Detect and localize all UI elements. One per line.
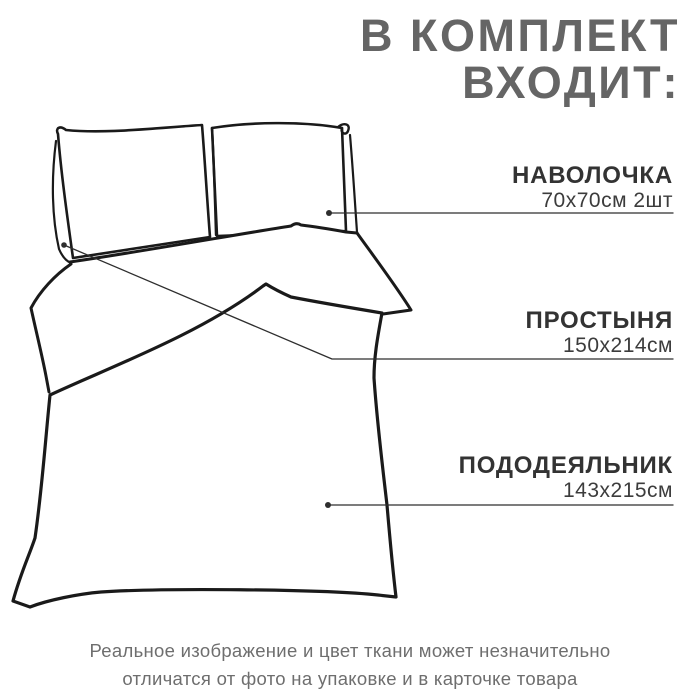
title-line-2: ВХОДИТ: [462, 57, 680, 108]
disclaimer [0, 637, 700, 692]
item-name: ПРОСТЫНЯ [525, 307, 673, 334]
callout-pillowcase [512, 163, 673, 212]
callout-sheet [526, 308, 673, 357]
item-size: 150х214см [562, 334, 673, 357]
item-name: НАВОЛОЧКА [511, 162, 673, 189]
right-pillow-gusset [350, 135, 357, 232]
callout-duvet [459, 453, 673, 502]
title-line-1: В КОМПЛЕКТ [360, 10, 680, 61]
page-title [360, 12, 680, 106]
disclaimer-line-2: отличатся от фото на упаковке и в карточке товара [122, 667, 578, 689]
item-name: ПОДОДЕЯЛЬНИК [458, 452, 673, 479]
disclaimer-line-1: Реальное изображение и цвет ткани может незначительно [89, 640, 611, 661]
item-size: 70х70см 2шт [541, 189, 673, 212]
right-pillow [212, 123, 357, 236]
item-size: 143х215см [562, 479, 673, 502]
